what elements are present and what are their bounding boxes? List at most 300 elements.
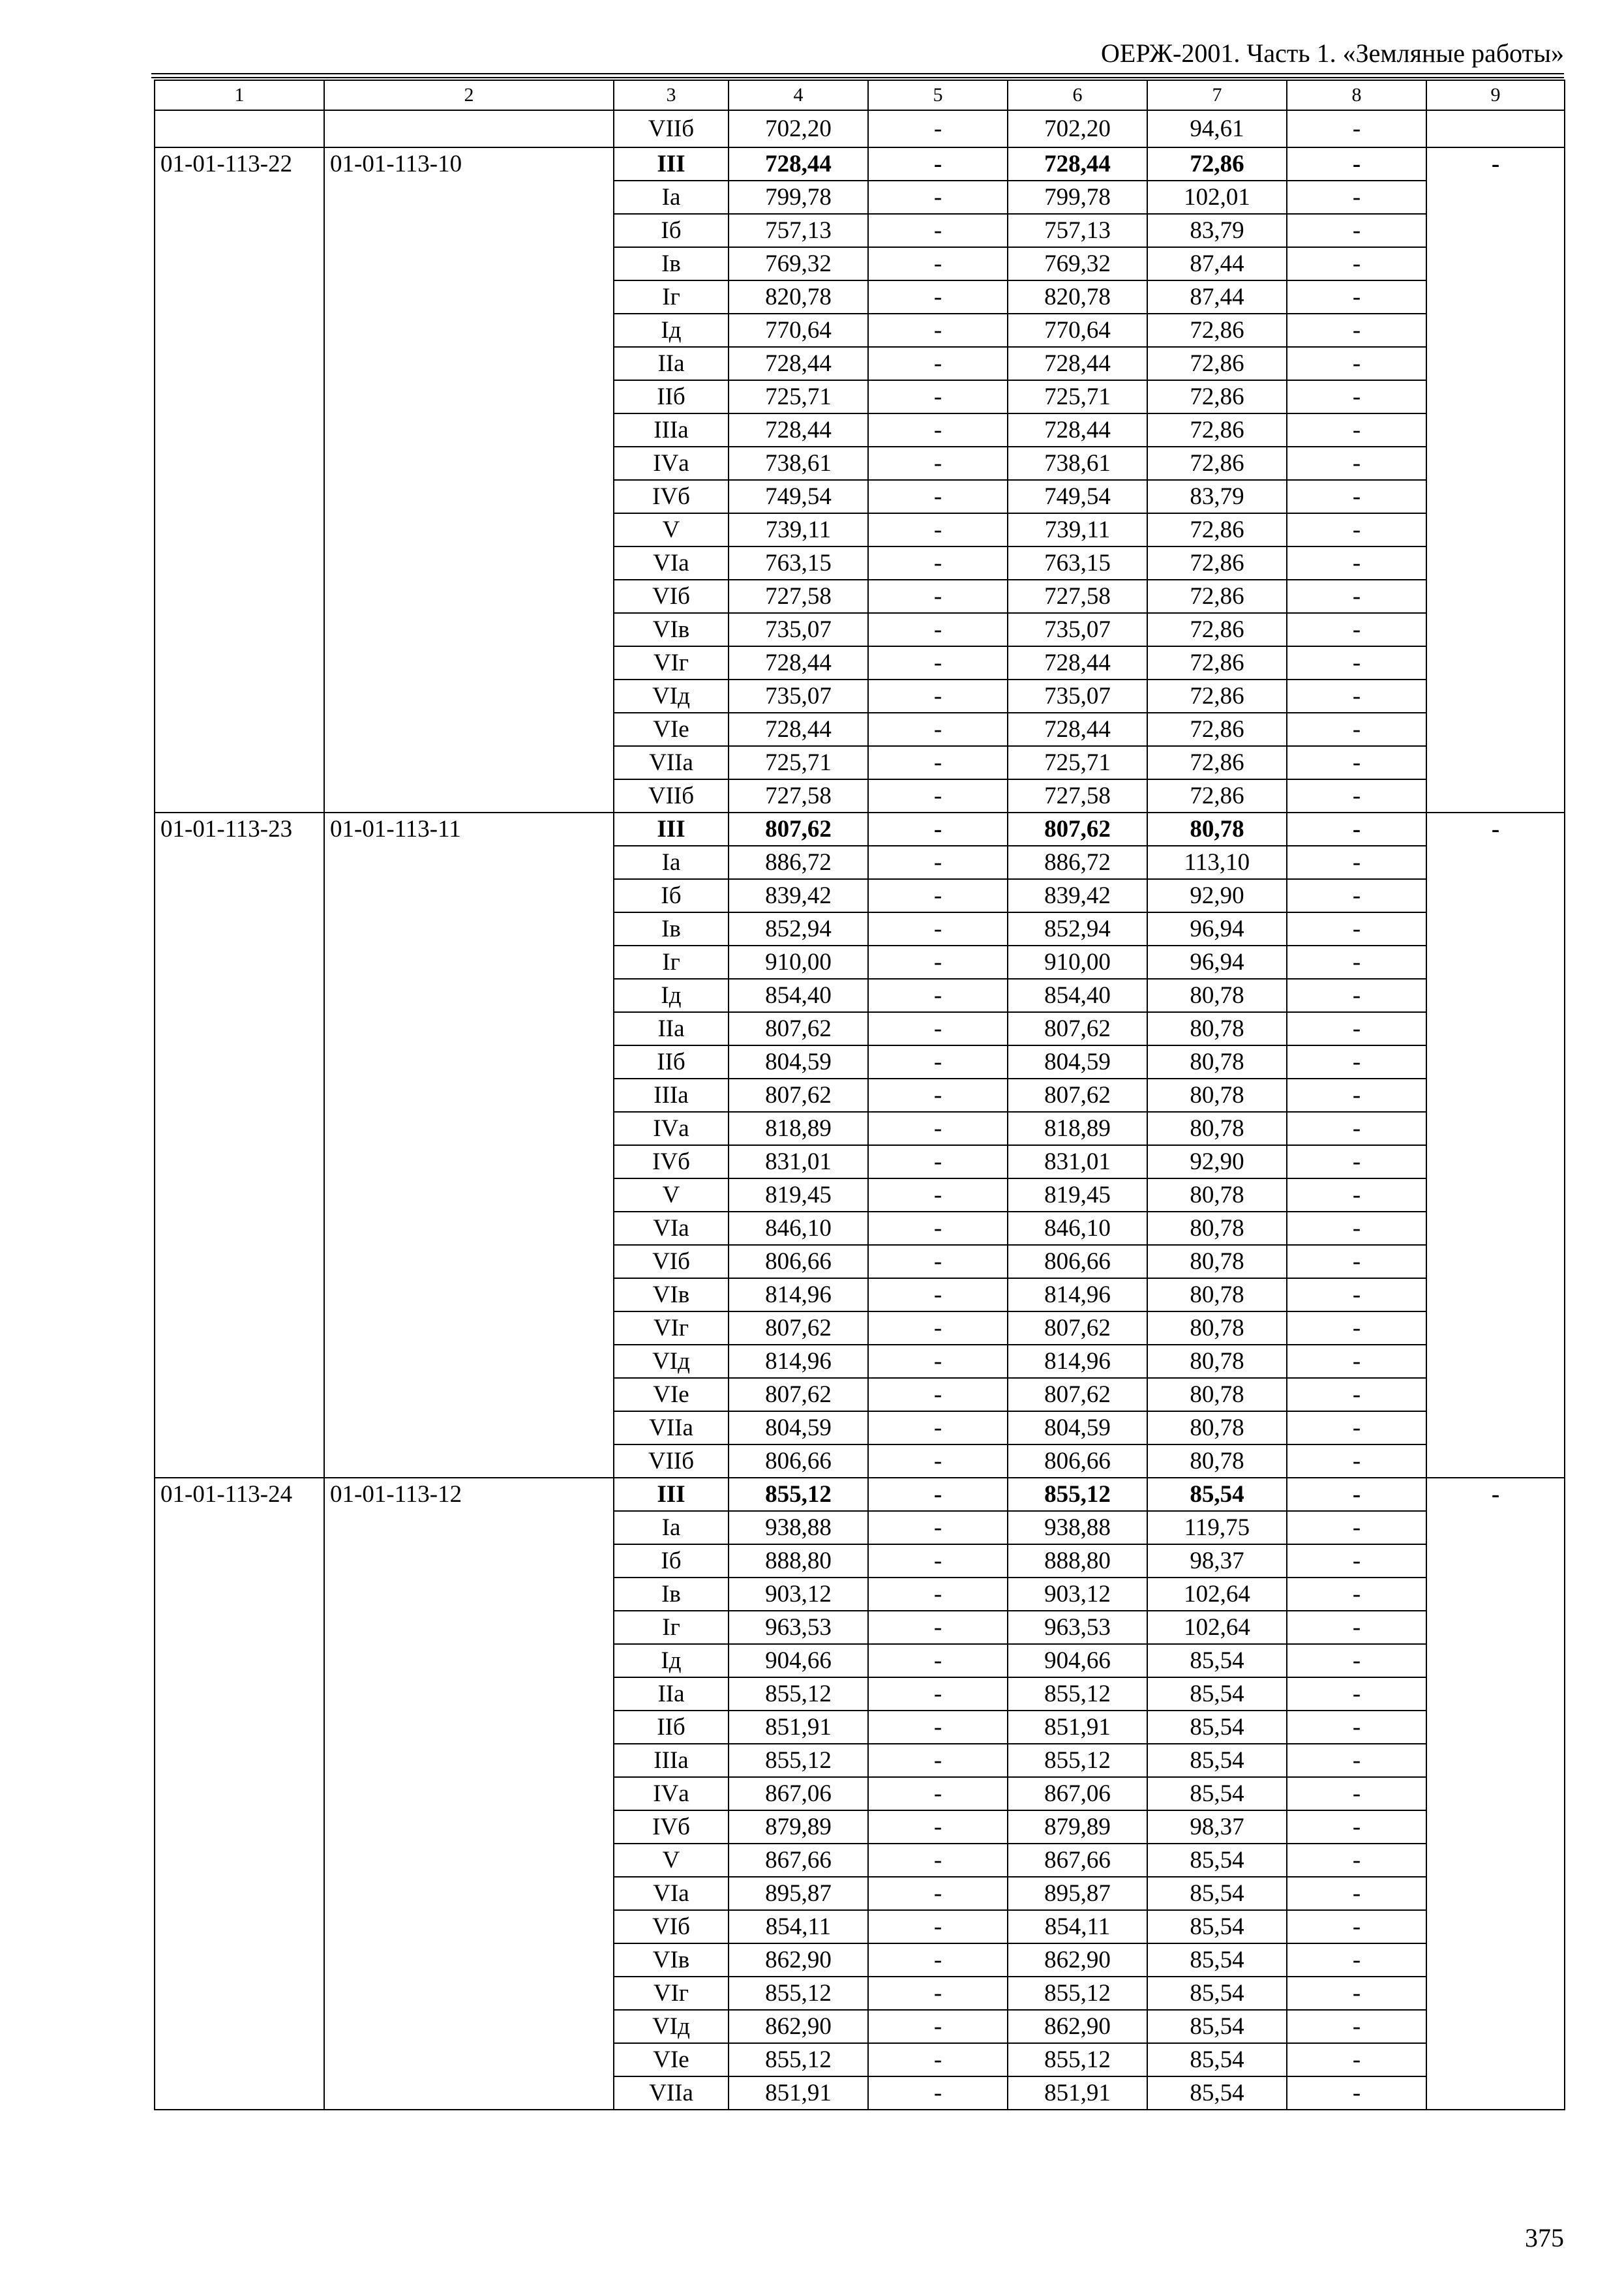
value-cell: 807,62 [1008, 1079, 1147, 1112]
value-cell: VIг [614, 646, 729, 680]
value-cell: VIа [614, 1212, 729, 1245]
value-cell: Iв [614, 247, 729, 280]
col9-value: - [1426, 813, 1565, 1478]
value-cell: 72,86 [1147, 314, 1287, 347]
value-cell: - [868, 110, 1008, 147]
column-number-row [155, 80, 1565, 110]
value-cell: 85,54 [1147, 1478, 1287, 1511]
value-cell: - [1287, 1677, 1426, 1711]
value-cell: 886,72 [729, 846, 868, 879]
value-cell: - [1287, 1578, 1426, 1611]
column-number: 7 [1147, 80, 1287, 110]
value-cell: Iг [614, 1611, 729, 1644]
value-cell: - [868, 1444, 1008, 1478]
value-cell: VIб [614, 1910, 729, 1943]
value-cell: III [614, 147, 729, 181]
value-cell: - [1287, 347, 1426, 380]
value-cell: Iб [614, 879, 729, 912]
value-cell: Iа [614, 1511, 729, 1544]
value-cell: 770,64 [1008, 314, 1147, 347]
value-cell: 725,71 [729, 746, 868, 779]
value-cell: - [868, 380, 1008, 413]
value-cell: Iд [614, 979, 729, 1012]
value-cell: 72,86 [1147, 580, 1287, 613]
value-cell: 807,62 [1008, 1378, 1147, 1411]
value-cell: 807,62 [729, 1079, 868, 1112]
document-title: ОЕРЖ-2001. Часть 1. «Земляные работы» [1101, 38, 1564, 68]
value-cell: - [868, 1478, 1008, 1511]
value-cell: 85,54 [1147, 2043, 1287, 2076]
value-cell: 725,71 [1008, 380, 1147, 413]
value-cell: 804,59 [729, 1411, 868, 1444]
continuation-row [155, 110, 1565, 147]
value-cell: 80,78 [1147, 1378, 1287, 1411]
value-cell: 852,94 [729, 912, 868, 946]
value-cell: 80,78 [1147, 1444, 1287, 1478]
value-cell: 769,32 [1008, 247, 1147, 280]
value-cell: - [868, 513, 1008, 546]
value-cell: 87,44 [1147, 247, 1287, 280]
value-cell: V [614, 1178, 729, 1212]
value-cell: 819,45 [1008, 1178, 1147, 1212]
value-cell: IVб [614, 1810, 729, 1844]
value-cell: 728,44 [1008, 413, 1147, 447]
value-cell: 910,00 [729, 946, 868, 979]
value-cell: 80,78 [1147, 1345, 1287, 1378]
value-cell: - [1287, 546, 1426, 580]
value-cell: - [868, 779, 1008, 813]
value-cell: 85,54 [1147, 1677, 1287, 1711]
value-cell: - [1287, 1877, 1426, 1910]
value-cell: 855,12 [1008, 1478, 1147, 1511]
value-cell: V [614, 1844, 729, 1877]
value-cell: - [1287, 110, 1426, 147]
value-cell: 102,01 [1147, 181, 1287, 214]
value-cell: 862,90 [1008, 2010, 1147, 2043]
value-cell: 85,54 [1147, 1943, 1287, 1977]
value-cell: VIд [614, 1345, 729, 1378]
value-cell: - [1287, 1079, 1426, 1112]
value-cell: 804,59 [1008, 1045, 1147, 1079]
value-cell: - [868, 1245, 1008, 1278]
value-cell: - [868, 1644, 1008, 1677]
value-cell: - [868, 1910, 1008, 1943]
value-cell: 80,78 [1147, 1311, 1287, 1345]
value-cell: 888,80 [729, 1544, 868, 1578]
value-cell: VIIб [614, 110, 729, 147]
value-cell: IIб [614, 1711, 729, 1744]
value-cell: - [868, 1178, 1008, 1212]
value-cell: 879,89 [729, 1810, 868, 1844]
value-cell: 735,07 [1008, 613, 1147, 646]
value-cell: 85,54 [1147, 1711, 1287, 1744]
value-cell: - [868, 2043, 1008, 2076]
value-cell: Iб [614, 1544, 729, 1578]
col9-value: - [1426, 1478, 1565, 2110]
value-cell: 85,54 [1147, 2010, 1287, 2043]
value-cell: Iд [614, 1644, 729, 1677]
value-cell: 72,86 [1147, 147, 1287, 181]
value-cell: - [1287, 480, 1426, 513]
value-cell: 85,54 [1147, 2076, 1287, 2110]
table-body [155, 80, 1565, 2110]
value-cell: 85,54 [1147, 1777, 1287, 1810]
value-cell: 749,54 [729, 480, 868, 513]
value-cell: 854,40 [729, 979, 868, 1012]
value-cell: - [868, 1810, 1008, 1844]
rate-code: 01-01-113-24 [155, 1478, 324, 2110]
value-cell: - [868, 1511, 1008, 1544]
value-cell: 72,86 [1147, 546, 1287, 580]
value-cell: Iб [614, 214, 729, 247]
value-cell: 85,54 [1147, 1877, 1287, 1910]
value-cell: 855,12 [729, 1744, 868, 1777]
value-cell: 867,06 [729, 1777, 868, 1810]
value-cell: 888,80 [1008, 1544, 1147, 1578]
value-cell: III [614, 813, 729, 846]
value-cell: - [1287, 214, 1426, 247]
value-cell: 702,20 [1008, 110, 1147, 147]
value-cell: 728,44 [1008, 713, 1147, 746]
value-cell: 113,10 [1147, 846, 1287, 879]
value-cell: 72,86 [1147, 447, 1287, 480]
value-cell: VIг [614, 1977, 729, 2010]
value-cell: IVа [614, 1112, 729, 1145]
value-cell: 728,44 [729, 646, 868, 680]
value-cell: 702,20 [729, 110, 868, 147]
value-cell: - [868, 979, 1008, 1012]
value-cell: IIа [614, 347, 729, 380]
value-cell: - [868, 314, 1008, 347]
value-cell: 80,78 [1147, 1212, 1287, 1245]
reference-code: 01-01-113-11 [324, 813, 614, 1478]
value-cell: IIа [614, 1012, 729, 1045]
value-cell: 846,10 [729, 1212, 868, 1245]
value-cell: - [868, 1378, 1008, 1411]
value-cell: - [868, 680, 1008, 713]
value-cell: - [868, 280, 1008, 314]
value-cell: - [1287, 2076, 1426, 2110]
value-cell: IVа [614, 1777, 729, 1810]
value-cell: 855,12 [1008, 1677, 1147, 1711]
value-cell: IIIа [614, 413, 729, 447]
value-cell: VIе [614, 2043, 729, 2076]
value-cell: - [1287, 1278, 1426, 1311]
value-cell: 83,79 [1147, 214, 1287, 247]
value-cell: - [1287, 646, 1426, 680]
value-cell: - [1287, 1478, 1426, 1511]
value-cell: 80,78 [1147, 1112, 1287, 1145]
value-cell: IIб [614, 380, 729, 413]
value-cell: Iв [614, 912, 729, 946]
value-cell: 85,54 [1147, 1844, 1287, 1877]
value-cell: 839,42 [1008, 879, 1147, 912]
value-cell: Iа [614, 846, 729, 879]
value-cell: 728,44 [729, 347, 868, 380]
value-cell: 963,53 [1008, 1611, 1147, 1644]
value-cell: - [1287, 879, 1426, 912]
value-cell: - [868, 912, 1008, 946]
norms-table [154, 80, 1565, 2110]
value-cell: 938,88 [729, 1511, 868, 1544]
value-cell: - [1287, 1178, 1426, 1212]
value-cell: - [868, 1045, 1008, 1079]
value-cell: - [868, 646, 1008, 680]
value-cell: - [1287, 946, 1426, 979]
value-cell: - [868, 1744, 1008, 1777]
value-cell: 727,58 [729, 580, 868, 613]
value-cell: 72,86 [1147, 646, 1287, 680]
value-cell: IIб [614, 1045, 729, 1079]
value-cell: VIIа [614, 1411, 729, 1444]
value-cell: 72,86 [1147, 347, 1287, 380]
value-cell: 807,62 [729, 1012, 868, 1045]
value-cell: - [868, 214, 1008, 247]
value-cell: - [868, 413, 1008, 447]
value-cell: 818,89 [1008, 1112, 1147, 1145]
value-cell: VIв [614, 1943, 729, 1977]
value-cell: IVб [614, 1145, 729, 1178]
value-cell: 72,86 [1147, 613, 1287, 646]
value-cell: VIе [614, 1378, 729, 1411]
value-cell: - [1287, 779, 1426, 813]
value-cell: 820,78 [1008, 280, 1147, 314]
value-cell: - [868, 1145, 1008, 1178]
value-cell: IVб [614, 480, 729, 513]
col9-cell-empty [1426, 110, 1565, 147]
table-row [155, 813, 1565, 846]
value-cell: - [1287, 1810, 1426, 1844]
value-cell: - [1287, 314, 1426, 347]
table-row [155, 147, 1565, 181]
value-cell: 851,91 [729, 1711, 868, 1744]
value-cell: 98,37 [1147, 1810, 1287, 1844]
value-cell: 80,78 [1147, 813, 1287, 846]
value-cell: - [868, 746, 1008, 779]
value-cell: 807,62 [1008, 813, 1147, 846]
value-cell: - [1287, 1711, 1426, 1744]
value-cell: - [868, 580, 1008, 613]
value-cell: 806,66 [729, 1245, 868, 1278]
value-cell: IIа [614, 1677, 729, 1711]
value-cell: - [1287, 912, 1426, 946]
value-cell: 85,54 [1147, 1977, 1287, 2010]
value-cell: VIIб [614, 779, 729, 813]
value-cell: VIд [614, 680, 729, 713]
value-cell: 80,78 [1147, 1278, 1287, 1311]
value-cell: 879,89 [1008, 1810, 1147, 1844]
value-cell: VIIб [614, 1444, 729, 1478]
value-cell: - [868, 1844, 1008, 1877]
value-cell: 852,94 [1008, 912, 1147, 946]
value-cell: - [1287, 746, 1426, 779]
value-cell: - [1287, 580, 1426, 613]
value-cell: - [1287, 2010, 1426, 2043]
value-cell: 851,91 [1008, 2076, 1147, 2110]
value-cell: 904,66 [729, 1644, 868, 1677]
value-cell: 96,94 [1147, 912, 1287, 946]
value-cell: - [1287, 380, 1426, 413]
column-number: 2 [324, 80, 614, 110]
value-cell: 855,12 [729, 1977, 868, 2010]
value-cell: - [1287, 1777, 1426, 1810]
value-cell: 855,12 [729, 1478, 868, 1511]
value-cell: 80,78 [1147, 1079, 1287, 1112]
value-cell: 735,07 [1008, 680, 1147, 713]
value-cell: - [868, 546, 1008, 580]
value-cell: VIд [614, 2010, 729, 2043]
value-cell: 855,12 [1008, 2043, 1147, 2076]
value-cell: 862,90 [1008, 1943, 1147, 1977]
value-cell: 804,59 [729, 1045, 868, 1079]
value-cell: VIг [614, 1311, 729, 1345]
value-cell: - [868, 1877, 1008, 1910]
rate-code: 01-01-113-23 [155, 813, 324, 1478]
value-cell: - [1287, 813, 1426, 846]
value-cell: 102,64 [1147, 1611, 1287, 1644]
value-cell: - [1287, 413, 1426, 447]
value-cell: VIв [614, 1278, 729, 1311]
value-cell: 763,15 [1008, 546, 1147, 580]
value-cell: 80,78 [1147, 1178, 1287, 1212]
value-cell: - [1287, 613, 1426, 646]
value-cell: 80,78 [1147, 1045, 1287, 1079]
page-number: 375 [1525, 2223, 1564, 2252]
value-cell: - [868, 1278, 1008, 1311]
value-cell: - [1287, 1145, 1426, 1178]
value-cell: - [868, 181, 1008, 214]
value-cell: 799,78 [1008, 181, 1147, 214]
value-cell: - [868, 347, 1008, 380]
value-cell: 904,66 [1008, 1644, 1147, 1677]
value-cell: - [1287, 1544, 1426, 1578]
value-cell: - [1287, 280, 1426, 314]
value-cell: 72,86 [1147, 413, 1287, 447]
value-cell: 910,00 [1008, 946, 1147, 979]
value-cell: VIб [614, 1245, 729, 1278]
col9-value: - [1426, 147, 1565, 813]
value-cell: 867,66 [1008, 1844, 1147, 1877]
value-cell: - [868, 1012, 1008, 1045]
value-cell: 867,06 [1008, 1777, 1147, 1810]
value-cell: 727,58 [1008, 580, 1147, 613]
value-cell: III [614, 1478, 729, 1511]
value-cell: 80,78 [1147, 1245, 1287, 1278]
value-cell: - [868, 1611, 1008, 1644]
value-cell: - [1287, 1112, 1426, 1145]
value-cell: 963,53 [729, 1611, 868, 1644]
value-cell: - [1287, 447, 1426, 480]
value-cell: - [868, 1212, 1008, 1245]
table-row [155, 1478, 1565, 1511]
column-number: 4 [729, 80, 868, 110]
value-cell: 739,11 [729, 513, 868, 546]
value-cell: - [1287, 1611, 1426, 1644]
value-cell: 938,88 [1008, 1511, 1147, 1544]
value-cell: Iв [614, 1578, 729, 1611]
value-cell: - [868, 846, 1008, 879]
value-cell: - [1287, 2043, 1426, 2076]
value-cell: 814,96 [1008, 1345, 1147, 1378]
value-cell: VIIа [614, 2076, 729, 2110]
value-cell: 807,62 [729, 1311, 868, 1345]
value-cell: VIа [614, 1877, 729, 1910]
value-cell: - [868, 247, 1008, 280]
value-cell: VIв [614, 613, 729, 646]
value-cell: 80,78 [1147, 1012, 1287, 1045]
value-cell: 92,90 [1147, 879, 1287, 912]
value-cell: 738,61 [729, 447, 868, 480]
value-cell: 728,44 [729, 147, 868, 181]
value-cell: - [1287, 1045, 1426, 1079]
value-cell: 854,40 [1008, 979, 1147, 1012]
value-cell: 807,62 [1008, 1012, 1147, 1045]
value-cell: 728,44 [1008, 646, 1147, 680]
value-cell: 814,96 [1008, 1278, 1147, 1311]
value-cell: IVа [614, 447, 729, 480]
value-cell: 854,11 [1008, 1910, 1147, 1943]
value-cell: 770,64 [729, 314, 868, 347]
value-cell: - [1287, 1345, 1426, 1378]
value-cell: 85,54 [1147, 1744, 1287, 1777]
value-cell: - [1287, 1844, 1426, 1877]
value-cell: - [1287, 1511, 1426, 1544]
value-cell: - [1287, 1311, 1426, 1345]
value-cell: 769,32 [729, 247, 868, 280]
value-cell: - [868, 480, 1008, 513]
value-cell: 72,86 [1147, 779, 1287, 813]
value-cell: - [1287, 1378, 1426, 1411]
column-number: 3 [614, 80, 729, 110]
value-cell: 851,91 [729, 2076, 868, 2110]
value-cell: 886,72 [1008, 846, 1147, 879]
value-cell: - [1287, 147, 1426, 181]
value-cell: - [1287, 1910, 1426, 1943]
value-cell: 102,64 [1147, 1578, 1287, 1611]
value-cell: 831,01 [1008, 1145, 1147, 1178]
value-cell: - [1287, 1744, 1426, 1777]
value-cell: - [868, 1777, 1008, 1810]
value-cell: VIIа [614, 746, 729, 779]
value-cell: - [1287, 1212, 1426, 1245]
column-number: 6 [1008, 80, 1147, 110]
value-cell: 749,54 [1008, 480, 1147, 513]
value-cell: - [1287, 1411, 1426, 1444]
value-cell: 895,87 [1008, 1877, 1147, 1910]
value-cell: 895,87 [729, 1877, 868, 1910]
value-cell: - [868, 147, 1008, 181]
value-cell: 725,71 [1008, 746, 1147, 779]
value-cell: 862,90 [729, 1943, 868, 1977]
value-cell: VIа [614, 546, 729, 580]
value-cell: Iг [614, 946, 729, 979]
value-cell: - [868, 2076, 1008, 2110]
value-cell: - [868, 447, 1008, 480]
value-cell: 728,44 [1008, 347, 1147, 380]
value-cell: - [1287, 713, 1426, 746]
value-cell: 735,07 [729, 680, 868, 713]
value-cell: - [868, 879, 1008, 912]
value-cell: - [1287, 1977, 1426, 2010]
value-cell: - [1287, 1943, 1426, 1977]
value-cell: - [1287, 680, 1426, 713]
value-cell: - [868, 946, 1008, 979]
reference-code: 01-01-113-10 [324, 147, 614, 813]
value-cell: 757,13 [729, 214, 868, 247]
value-cell: 839,42 [729, 879, 868, 912]
value-cell: - [868, 813, 1008, 846]
value-cell: 728,44 [729, 413, 868, 447]
